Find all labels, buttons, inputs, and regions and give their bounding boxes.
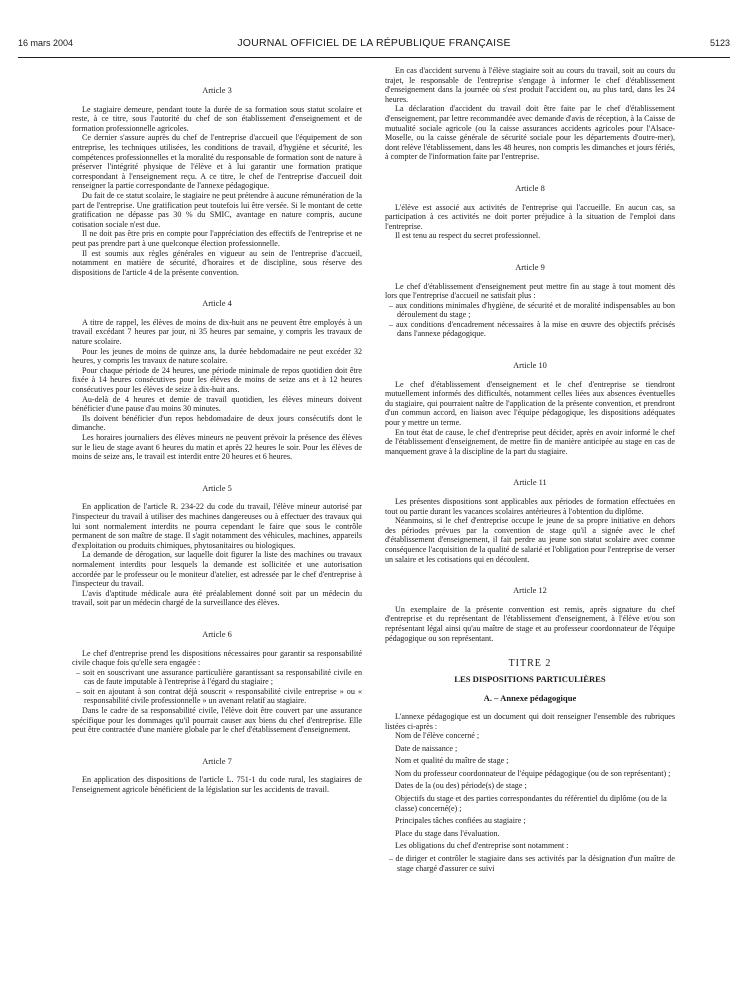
article-6-dash-item: – soit en ajoutant à son contrat déjà souscrit « responsabilité civile entreprise » ou « responsabilité civile professionnelle » un avenant relatif au stagiaire. — [76, 686, 362, 706]
annexe-dash-item: – de diriger et contrôler le stagiaire dans ses activités par la désignation d'un maître de stage chargé d'assurer ce suivi — [389, 854, 675, 873]
annexe-intro: L'annexe pédagogique est un document qui doit renseigner l'ensemble des rubriques listées ci-après : — [385, 711, 675, 731]
article-6-dash-item: – soit en souscrivant une assurance particulière garantissant sa responsabilité civile en cas de faute imputable à l'entreprise à l'égard du stagiaire ; — [76, 667, 362, 687]
article-5-paragraph: La demande de dérogation, sur laquelle doit figurer la liste des machines ou travaux normalement interdits pour lesquels la demande est sollicitée et une autorisation accordée par le professeur ou le moniteur d'atelier, est adressée par le chef d'entreprise à l'inspecteur du travail. — [72, 550, 362, 589]
article-7-paragraph: En application des dispositions de l'article L. 751-1 du code rural, les stagiaires de l'enseignement agricole bénéficient de la législation sur les accidents de travail. — [72, 775, 362, 795]
article-3-paragraph: Le stagiaire demeure, pendant toute la durée de sa formation sous statut scolaire et reste, à ce titre, sous l'autorité du chef de son établissement d'enseignement et de formation professionnelle agricoles. — [72, 104, 362, 133]
article-6-heading: Article 6 — [202, 629, 232, 639]
article-5-paragraph: L'avis d'aptitude médicale aura été préalablement donné soit par un médecin du travail, soit par un médecin chargé de la surveillance des élèves. — [72, 588, 362, 608]
article-4-paragraph: Pour chaque période de 24 heures, une période minimale de repos quotidien doit être fixée à 14 heures consécutives pour les élèves de moins de seize ans et à 12 heures consécutives pour les élèves de seize à dix-huit ans. — [72, 365, 362, 395]
article-7-heading: Article 7 — [202, 756, 232, 766]
article-10-paragraph: Le chef d'établissement d'enseignement et le chef d'entreprise se tiendront mutuellement informés des difficultés, notamment celles liées aux absences éventuelles du stagiaire, qui pourraient naître de l'application de la présente convention, et prendront d'un commun accord, en liaison avec l'équipe pédagogique, les dispositions adéquates pour y mettre un terme. — [385, 379, 675, 428]
article-4-paragraph: A titre de rappel, les élèves de moins de dix-huit ans ne peuvent être employés à un travail excédant 7 heures par jour, ni 35 heures par semaine, y compris les travaux de nature scolaire. — [72, 317, 362, 347]
article-11-heading: Article 11 — [513, 478, 547, 488]
article-3-heading: Article 3 — [202, 86, 232, 95]
titre-2-heading: TITRE 2 — [508, 658, 552, 670]
article-6-paragraph: Le chef d'entreprise prend les dispositions nécessaires pour garantir sa responsabilité civile chaque fois qu'elle sera engagée : — [72, 648, 362, 668]
article-5-heading: Article 5 — [202, 483, 232, 493]
article-9-dash-item: – aux conditions minimales d'hygiène, de sécurité et de moralité indispensables au bon déroulement du stage ; — [389, 300, 675, 320]
header-rule — [18, 57, 730, 58]
article-4-paragraph: Les horaires journaliers des élèves mineurs ne peuvent prévoir la présence des élèves sur le lieu de stage avant 6 heures du matin et après 22 heures le soir. Pour les élèves de moins de seize ans, le travail est interdit entre 20 heures et 6 heures. — [72, 433, 362, 462]
article-4-paragraph: Au-delà de 4 heures et demie de travail quotidien, les élèves mineurs doivent bénéficier d'une pause d'au moins 30 minutes. — [72, 394, 362, 414]
article-8-paragraph: Il est tenu au respect du secret professionnel. — [395, 231, 541, 241]
article-3-paragraph: Ce dernier s'assure auprès du chef de l'entreprise d'accueil que l'équipement de son entreprise, les techniques utilisées, les conditions de travail, d'hygiène et sécurité, les compétences professionnelles et la moralité du responsable de formation sont de nature à préserver l'intégrité physique de l'élève et à lui garantir une formation pratique correspondant à l'enseignement reçu. A ce titre, le chef de l'entreprise d'accueil doit renseigner la partie correspondante de l'annexe pédagogique. — [72, 133, 362, 191]
annexe-list-item: Nom du professeur coordonnateur de l'équipe pédagogique (ou de son représentant) ; — [395, 768, 671, 778]
dispositions-heading: LES DISPOSITIONS PARTICULIÈRES — [454, 673, 606, 684]
annexe-list-item: Date de naissance ; — [395, 743, 458, 753]
annexe-list-item: Objectifs du stage et des parties correspondantes du référentiel du diplôme (ou de la classe) concerné(e) ; — [395, 794, 667, 813]
annexe-list-item: Principales tâches confiées au stagiaire ; — [395, 816, 526, 826]
article-4-paragraph: Pour les jeunes de moins de quinze ans, la durée hebdomadaire ne peut excéder 32 heures, y compris les travaux de nature scolaire. — [72, 346, 362, 366]
right-column — [385, 66, 675, 873]
article-3-paragraph: Il est soumis aux règles générales en vigueur au sein de l'entreprise d'accueil, notamment en matière de sécurité, d'horaires et de discipline, sous réserve des dispositions de l'article 4 de la présente convention. — [72, 248, 362, 277]
article-10-heading: Article 10 — [513, 361, 547, 371]
annexe-list-item: Dates de la (ou des) période(s) de stage ; — [395, 781, 527, 791]
article-4-heading: Article 4 — [202, 299, 232, 309]
article-11-paragraph: Néanmoins, si le chef d'entreprise occupe le jeune de sa propre initiative en dehors des périodes prévues par la convention de stage qu'il a signée avec le chef d'établissement d'enseignement, il fait perdre au jeune son statut scolaire avec comme conséquence l'acquisition de la qualité de salarié et l'obligation pour l'entreprise de verser un salaire et les cotisations qui en découlent. — [385, 516, 675, 564]
journal-title: JOURNAL OFFICIEL DE LA RÉPUBLIQUE FRANÇAISE — [237, 37, 511, 49]
article-7-continued-paragraph: En cas d'accident survenu à l'élève stagiaire soit au cours du travail, soit au cours du trajet, le responsable de l'entreprise s'engage à informer le chef d'établissement d'enseignement dans la journée où s'est produit l'accident ou, au plus tard, dans les 24 heures. — [385, 66, 675, 104]
article-7-continued-paragraph: La déclaration d'accident du travail doit être faite par le chef d'établissement d'enseignement, par lettre recommandée avec demande d'avis de réception, à la Caisse de mutualité sociale agricole (ou la caisse assurances accidents agricoles pour l'Alsace-Moselle, ou la caisse générale de sécurité sociale pour les départements d'outre-mer), dont relève l'établissement, dans les 48 heures, non compris les dimanches et jours fériés, à compter de l'information faite par l'entreprise. — [385, 104, 675, 162]
page-number: 5123 — [709, 38, 730, 48]
article-9-heading: Article 9 — [515, 262, 545, 272]
article-9-dash-item: – aux conditions d'encadrement nécessaires à la mise en œuvre des objectifs précisés dans l'annexe pédagogique. — [389, 319, 675, 339]
annexe-heading: A. – Annexe pédagogique — [483, 693, 577, 704]
article-8-heading: Article 8 — [515, 183, 545, 193]
article-9-paragraph: Le chef d'établissement d'enseignement peut mettre fin au stage à tout moment dès lors que l'entreprise d'accueil ne satisfait plus : — [385, 281, 675, 301]
page-header — [18, 38, 730, 54]
article-10-paragraph: En tout état de cause, le chef d'entreprise peut décider, après en avoir informé le chef de l'établissement d'enseignement, de mettre fin de manière anticipée au stage en cas de manquement grave à la discipline de la part du stagiaire. — [385, 427, 675, 456]
annexe-list-item: Les obligations du chef d'entreprise sont notamment : — [395, 841, 569, 851]
article-3-paragraph: Du fait de ce statut scolaire, le stagiaire ne peut prétendre à aucune rémunération de la part de l'entreprise. Une gratification peut toutefois lui être versée. Si le montant de cette gratification ne dépasse pas 30 % du SMIC, avantage en nature compris, aucune cotisation sociale n'est due. — [72, 190, 362, 229]
article-8-paragraph: L'élève est associé aux activités de l'entreprise qui l'accueille. En aucun cas, sa participation à ces activités ne doit porter préjudice à la situation de l'emploi dans l'entreprise. — [385, 202, 675, 231]
article-4-paragraph: Ils doivent bénéficier d'un repos hebdomadaire de deux jours consécutifs dont le dimanche. — [72, 413, 362, 433]
annexe-list-item: Nom et qualité du maître de stage ; — [395, 756, 509, 766]
annexe-list-item: Place du stage dans l'évaluation. — [395, 828, 500, 838]
article-11-paragraph: Les présentes dispositions sont applicables aux périodes de formation effectuées en tout ou partie durant les vacances scolaires antérieures à l'obtention du diplôme. — [385, 497, 675, 516]
annexe-list-item: Nom de l'élève concerné ; — [395, 731, 480, 741]
article-3-paragraph: Il ne doit pas être pris en compte pour l'appréciation des effectifs de l'entreprise et ne peut pas prendre part à une quelconque élection professionnelle. — [72, 229, 362, 248]
issue-date: 16 mars 2004 — [18, 38, 74, 48]
article-5-paragraph: En application de l'article R. 234-22 du code du travail, l'élève mineur autorisé par l'inspecteur du travail à utiliser des machines dangereuses ou à effectuer des travaux qui lui sont normalement interdits ne pourra cependant le faire que sous le contrôle permanent de son maître de stage. Il s'agit notamment des véhicules, machines, appareils d'exploitation ou produits chimiques, phytosanitaires ou biologiques. — [72, 502, 362, 550]
article-12-heading: Article 12 — [513, 586, 547, 596]
article-6-paragraph: Dans le cadre de sa responsabilité civile, l'élève doit être couvert par une assurance spécifique pour les dommages qu'il pourrait causer aux biens du chef d'entreprise. Elle peut être contractée d'une manière globale par le chef d'établissement d'enseignement. — [72, 706, 362, 735]
left-column — [72, 66, 362, 795]
article-12-paragraph: Un exemplaire de la présente convention est remis, après signature du chef d'entreprise et du représentant de l'établissement d'enseignement, à l'élève et/ou son représentant légal ainsi qu'au maître de stage et au professeur coordonnateur de l'équipe pédagogique ou son représentant. — [385, 604, 675, 643]
